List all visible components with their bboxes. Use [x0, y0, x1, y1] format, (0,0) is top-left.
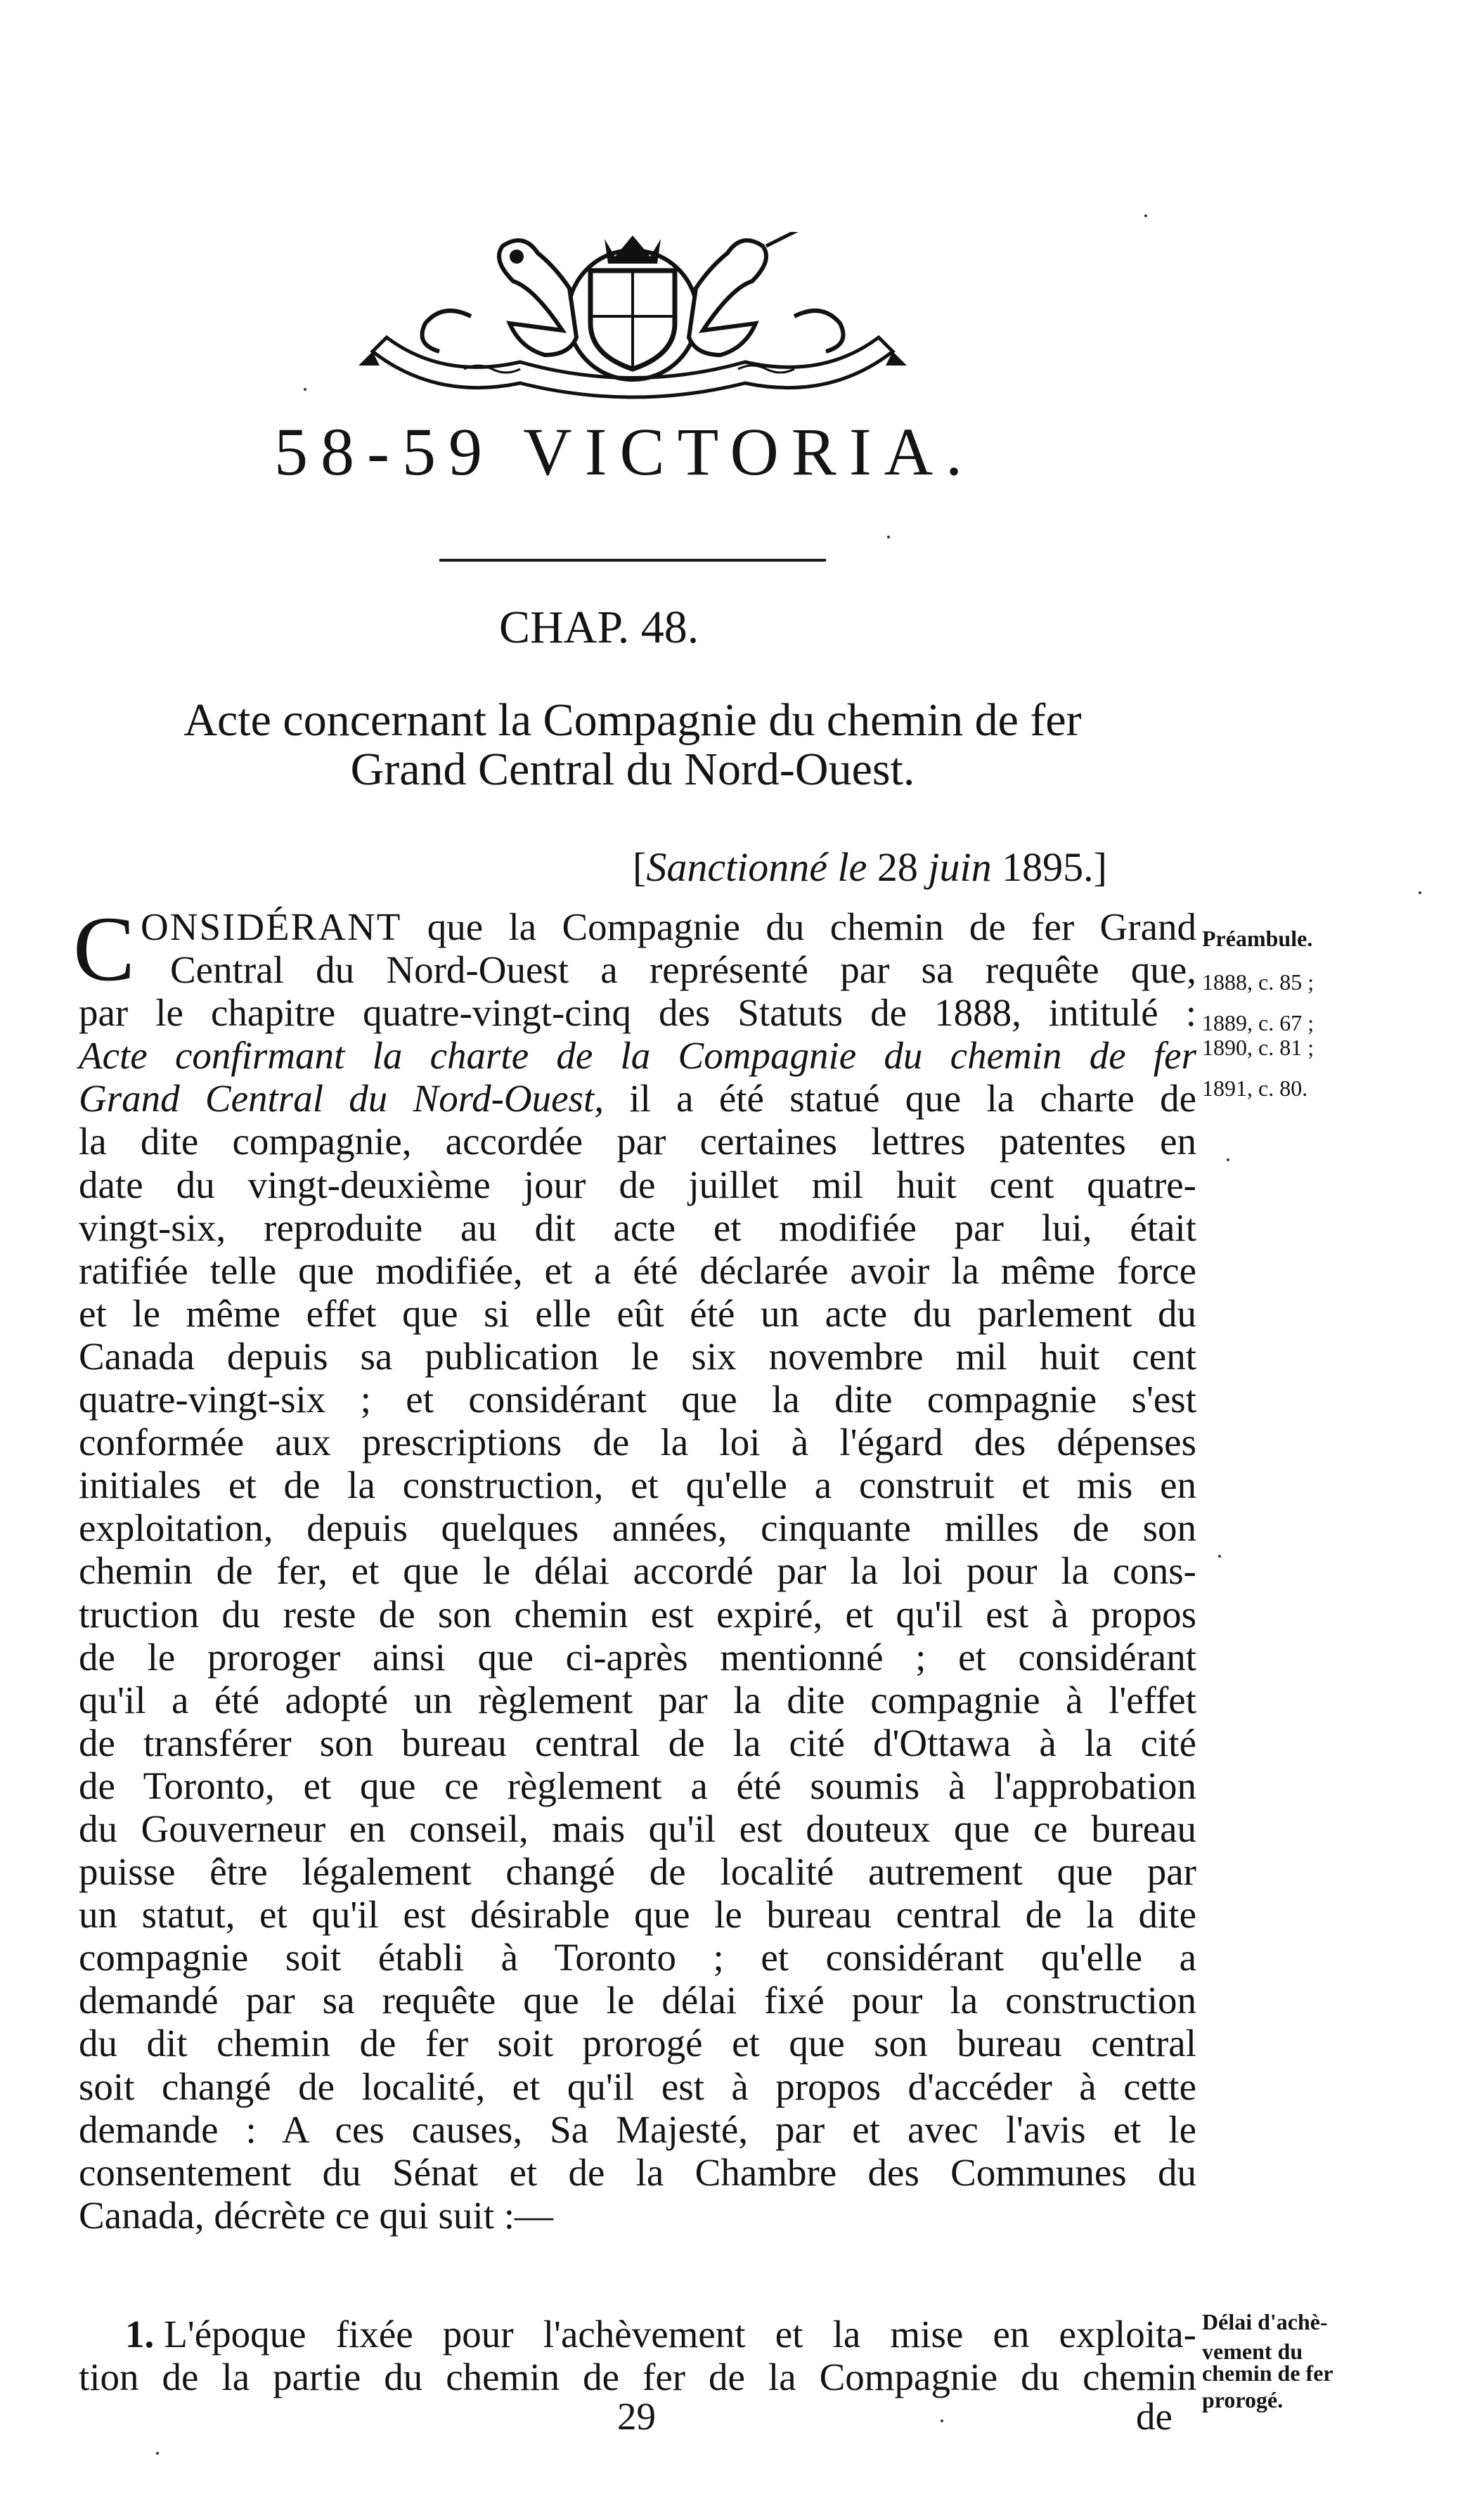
preamble-line: de transférer son bureau central de la cité d'Ottawa à la cité [79, 1721, 1196, 1764]
preamble-line: qu'il a été adopté un règlement par la dite compagnie à l'effet [79, 1678, 1196, 1721]
preamble-line: demandé par sa requête que le délai fixé pour la construction [79, 1979, 1196, 2022]
marginal-note-line: Délai d'achè- [1202, 2309, 1328, 2334]
preamble-line: chemin de fer, et que le délai accordé par la loi pour la cons- [79, 1549, 1196, 1593]
marginal-note-line: chemin de fer [1202, 2360, 1333, 2386]
preamble-line: exploitation, depuis quelques années, cinquante milles de son [79, 1506, 1196, 1550]
title-divider [439, 559, 826, 562]
preamble-line-act-citation: Acte confirmant la charte de la Compagnie du chemin de fer [79, 1034, 1196, 1078]
preamble-line: initiales et de la construction, et qu'elle a construit et mis en [79, 1463, 1196, 1507]
assent-month: juin [928, 844, 992, 890]
preamble-line: Canada depuis sa publication le six novembre mil huit cent [79, 1334, 1196, 1378]
drop-cap: C [73, 897, 136, 1000]
preamble-line: puisse être légalement changé de localité autrement que par [79, 1850, 1196, 1894]
preamble-line: du Gouverneur en conseil, mais qu'il est douteux que ce bureau [79, 1807, 1196, 1850]
catchword: de [1136, 2395, 1172, 2438]
marginal-note-line: vement du [1202, 2339, 1303, 2365]
scan-speck [887, 536, 890, 538]
preamble-line-1-text: que la Compagnie du chemin de fer Grand [401, 905, 1196, 948]
scan-speck [1144, 214, 1147, 217]
assent-day: 28 [867, 844, 929, 890]
section-1-line-1-text: L'époque fixée pour l'achèvement et la mise en exploita- [164, 2313, 1196, 2356]
assent-date [633, 844, 1107, 891]
preamble-line: vingt-six, reproduite au dit acte et modifiée par lui, était [79, 1206, 1196, 1249]
preamble-line: compagnie soit établi à Toronto ; et considérant qu'elle a [79, 1936, 1196, 1979]
royal-crest-icon [358, 232, 907, 401]
regnal-year-heading: 58-59 VICTORIA. [274, 414, 976, 489]
marginal-note-line: prorogé. [1202, 2387, 1284, 2413]
act-title-line-2: Grand Central du Nord-Ouest. [350, 743, 915, 795]
assent-bracket: [ [633, 844, 647, 890]
marginal-citation: 1891, c. 80. [1202, 1075, 1308, 1101]
preamble-line: Central du Nord-Ouest a représenté par sa requête que, [170, 948, 1196, 992]
marginal-note-delai [1202, 2311, 1413, 2411]
section-1-line-1 [79, 2313, 1196, 2356]
act-title-line-1: Acte concernant la Compagnie du chemin de fer [183, 694, 1082, 746]
section-number: 1. [125, 2313, 155, 2356]
preamble-line: du dit chemin de fer soit prorogé et que son bureau central [79, 2022, 1196, 2065]
assent-year: 1895.] [991, 844, 1107, 890]
page-number: 29 [617, 2395, 656, 2438]
scan-speck [1419, 891, 1421, 894]
scan-speck [304, 388, 306, 391]
marginal-citation: 1889, c. 67 ; [1202, 1009, 1314, 1035]
preamble-line: demande : A ces causes, Sa Majesté, par et avec l'avis et le [79, 2107, 1196, 2151]
preamble-line: consentement du Sénat et de la Chambre des Communes du [79, 2150, 1196, 2194]
act-title [70, 696, 1195, 794]
chapter-number: CHAP. 48. [499, 602, 699, 653]
preamble-line: soit changé de localité, et qu'il est à propos d'accéder à cette [79, 2065, 1196, 2108]
marginal-heading: Préambule. [1202, 926, 1313, 951]
preamble-line: la dite compagnie, accordée par certaines lettres patentes en [79, 1120, 1196, 1163]
preamble-line: par le chapitre quatre-vingt-cinq des Statuts de 1888, intitulé : [79, 991, 1196, 1035]
preamble-line-text: il a été statué que la charte de [603, 1077, 1196, 1120]
preamble-line: conformée aux prescriptions de la loi à l'égard des dépenses [79, 1421, 1196, 1464]
preamble-line [79, 1077, 1196, 1120]
preamble-text [73, 897, 1196, 2237]
marginal-citation: 1888, c. 85 ; [1202, 969, 1314, 995]
scan-speck [1227, 1158, 1229, 1161]
preamble-line: ratifiée telle que modifiée, et a été déclarée avoir la même force [79, 1248, 1196, 1292]
preamble-line-enacting-clause: Canada, décrète ce qui suit :— [79, 2193, 554, 2237]
preamble-line: de Toronto, et que ce règlement a été soumis à l'approbation [79, 1764, 1196, 1807]
preamble-line: de le proroger ainsi que ci-après mentionné ; et considérant [79, 1635, 1196, 1679]
scan-speck [156, 2452, 159, 2455]
preamble-line: un statut, et qu'il est désirable que le bureau central de la dite [79, 1893, 1196, 1937]
preamble-line: truction du reste de son chemin est expiré, et qu'il est à propos [79, 1592, 1196, 1636]
preamble-lead-word: ONSIDÉRANT [141, 905, 402, 948]
assent-label: Sanctionné le [646, 844, 867, 890]
scan-speck [1218, 1555, 1221, 1558]
preamble-line: et le même effet que si elle eût été un acte du parlement du [79, 1291, 1196, 1335]
scan-speck [941, 2419, 943, 2422]
act-citation-end: Grand Central du Nord-Ouest, [79, 1077, 604, 1120]
marginal-note-preamble [1202, 926, 1413, 1101]
marginal-citation: 1890, c. 81 ; [1202, 1035, 1314, 1061]
section-1 [79, 2313, 1196, 2398]
section-1-line-2: tion de la partie du chemin de fer de la Compagnie du chemin [79, 2356, 1196, 2399]
preamble-line: date du vingt-deuxième jour de juillet mil huit cent quatre- [79, 1163, 1196, 1206]
preamble-line: quatre-vingt-six ; et considérant que la dite compagnie s'est [79, 1378, 1196, 1421]
